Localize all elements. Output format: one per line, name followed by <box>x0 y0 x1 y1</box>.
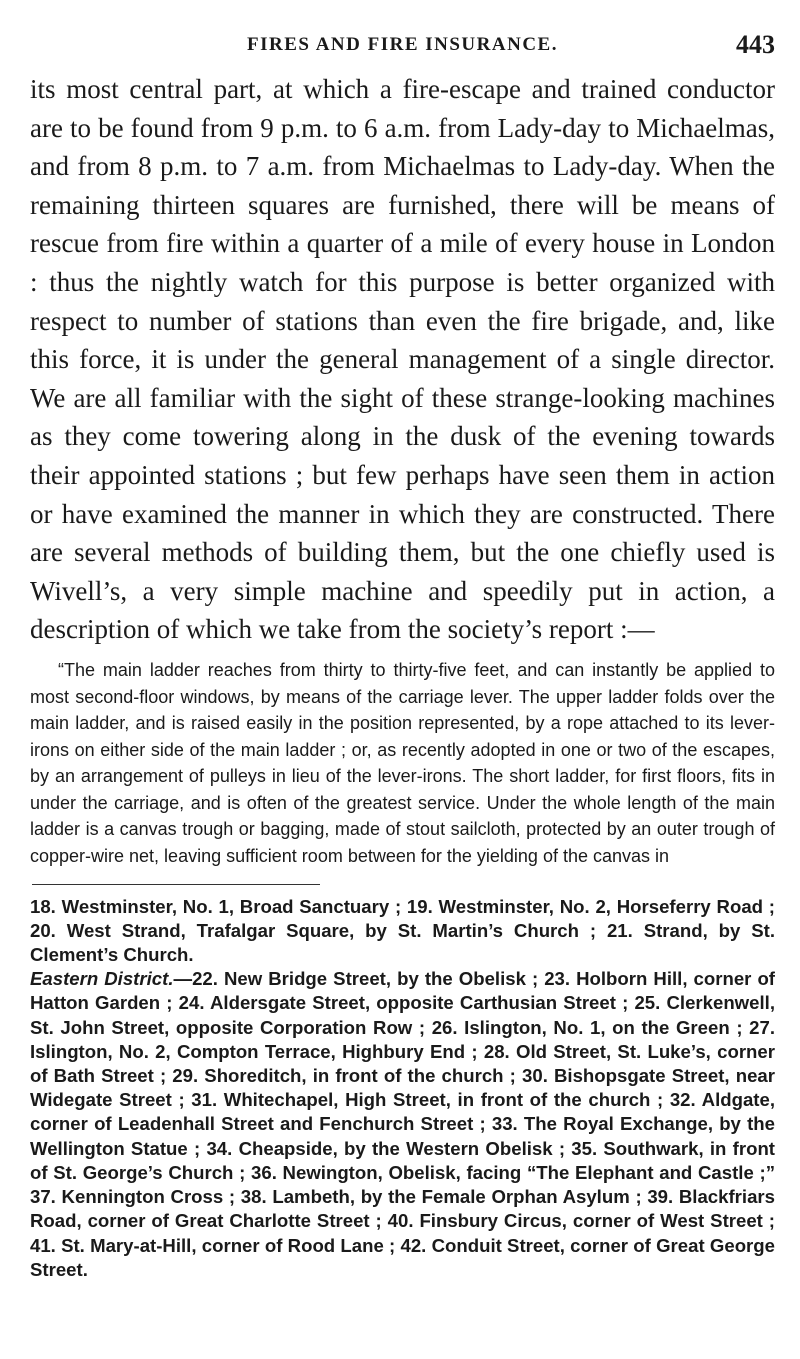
running-title: FIRES AND FIRE INSURANCE. <box>247 34 558 55</box>
footnote <box>30 895 775 1282</box>
footnote-part-1: 18. Westminster, No. 1, Broad Sanctuary ; 19. Westminster, No. 2, Horseferry Road ; 20. West Strand, Trafalgar Square, by St. Martin’s Church ; 21. Strand, by St. Clement’s Church. <box>30 895 775 966</box>
quoted-report <box>30 657 775 870</box>
footnote-district-label: Eastern District. <box>30 968 174 990</box>
quote-paragraph: “The main ladder reaches from thirty to thirty-five feet, and can instantly be applied to most second-floor windows, by means of the carriage lever. The upper ladder folds over the main ladder, and is raised easily in the position represented, by a rope attached to its lever-irons on either side of the main ladder ; or, as recently adopted in one or two of the escapes, by an arrangement of pulleys in lieu of the lever-irons. The short ladder, for first floors, fits in under the carriage, and is often of the greatest service. Under the whole length of the main ladder is a canvas trough or bagging, made of stout sailcloth, protected by an outer trough of copper-wire net, leaving sufficient room between for the yielding of the canvas in <box>30 659 775 867</box>
page-number: 443 <box>736 30 775 59</box>
footnote-part-2: —22. New Bridge Street, by the Obelisk ; 23. Holborn Hill, corner of Hatton Garden ; 24. Aldersgate Street, opposite Carthusian Street ; 25. Clerkenwell, St. John Street, opposite Corporation Row ; 26. Islington, No. 1, on the Green ; 27. Islington, No. 2, Compton Terrace, Highbury End ; 28. Old Street, St. Luke’s, corner of Bath Street ; 29. Shoreditch, in front of the church ; 30. Bishopsgate Street, near Widegate Street ; 31. Whitechapel, High Street, in front of the church ; 32. Aldgate, corner of Leadenhall Street and Fenchurch Street ; 33. The Royal Exchange, by the Wellington Statue ; 34. Cheapside, by the Western Obelisk ; 35. Southwark, in front of St. George’s Church ; 36. Newington, Obelisk, facing “The Elephant and Castle ;” 37. Kennington Cross ; 38. Lambeth, by the Female Orphan Asylum ; 39. Blackfriars Road, corner of Great Charlotte Street ; 40. Finsbury Circus, corner of West Street ; 41. St. Mary-at-Hill, corner of Rood Lane ; 42. Conduit Street, corner of Great George Street. <box>30 968 775 1280</box>
footnote-divider <box>32 884 320 885</box>
book-page <box>30 30 775 1282</box>
body-paragraph: its most central part, at which a fire-escape and trained conductor are to be found from 9 p.m. to 6 a.m. from Lady-day to Michaelmas, and from 8 p.m. to 7 a.m. from Michaelmas to Lady-day. When the remaining thirteen squares are furnished, there will be means of rescue from fire within a quarter of a mile of every house in London : thus the nightly watch for this purpose is better organized with respect to number of stations than even the fire brigade, and, like this force, it is under the general management of a single director. We are all familiar with the sight of these strange-looking machines as they come towering along in the dusk of the evening towards their appointed stations ; but few perhaps have seen them in action or have examined the manner in which they are constructed. There are several methods of building them, but the one chiefly used is Wivell’s, a very simple machine and speedily put in action, a description of which we take from the society’s report :— <box>30 74 775 645</box>
body-text <box>30 70 775 649</box>
footnote-paragraph <box>30 895 775 1282</box>
running-head <box>30 30 775 70</box>
